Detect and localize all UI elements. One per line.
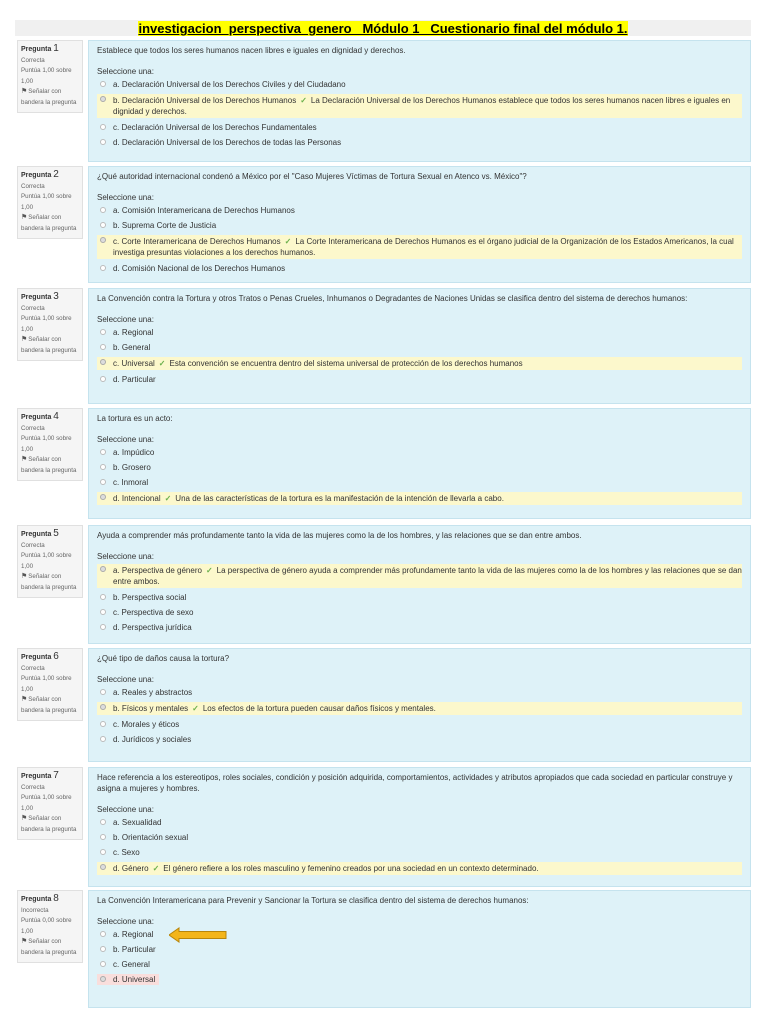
radio-button[interactable] [100, 479, 106, 485]
question-score: Puntúa 1,00 sobre 1,00 [21, 675, 72, 693]
flag-icon: ⚑ [21, 815, 28, 822]
check-icon: ✓ [300, 96, 307, 105]
question-word: Pregunta [21, 414, 54, 421]
check-icon: ✓ [164, 494, 172, 503]
flag-icon: ⚑ [21, 214, 28, 221]
question-content [88, 408, 751, 519]
question-state: Correcta [21, 664, 45, 672]
check-icon: ✓ [152, 864, 160, 873]
question-score: Puntúa 1,00 sobre 1,00 [21, 67, 72, 85]
left-arrow-icon [169, 927, 227, 943]
flag-icon: ⚑ [21, 456, 28, 463]
option-feedback: El género refiere a los roles masculino y femenino creados por una sociedad en un contexto determinado. [163, 864, 539, 873]
option-label: c. Universal [113, 359, 155, 368]
question-score: Puntúa 1,00 sobre 1,00 [21, 794, 72, 812]
question-label [21, 44, 79, 56]
radio-button[interactable] [100, 344, 106, 350]
option-label: d. Declaración Universal de los Derechos de todas las Personas [113, 138, 342, 147]
question-info [17, 890, 83, 963]
answer-option[interactable] [97, 719, 742, 730]
option-label: c. General [113, 960, 150, 969]
question-number: 8 [53, 893, 59, 904]
option-feedback: Una de las características de la tortura es la manifestación de la intención de llevarla a cabo. [175, 494, 504, 503]
question-text: Establece que todos los seres humanos nacen libres e iguales en dignidad y derechos. [97, 46, 406, 55]
check-icon: ✓ [284, 237, 292, 246]
question-info [17, 767, 83, 840]
question-text: Ayuda a comprender más profundamente tanto la vida de las mujeres como la de los hombres, y las relaciones que se dan entre ambos. [97, 531, 582, 540]
select-one-label: Seleccione una: [97, 552, 154, 561]
question-block [15, 408, 751, 519]
flag-icon: ⚑ [21, 88, 28, 95]
option-label: d. Particular [113, 375, 156, 384]
option-label: c. Morales y éticos [113, 720, 180, 729]
answer-option[interactable] [97, 847, 742, 858]
option-label: a. Perspectiva de género [113, 566, 202, 575]
radio-button[interactable] [100, 207, 106, 213]
radio-button[interactable] [100, 265, 106, 271]
answer-option[interactable] [97, 94, 742, 118]
option-label: d. Universal [113, 975, 156, 984]
flag-question-link[interactable] [21, 695, 79, 716]
question-number: 4 [53, 411, 59, 422]
option-label: a. Sexualidad [113, 818, 162, 827]
radio-button[interactable] [100, 689, 106, 695]
option-feedback: La perspectiva de género ayuda a comprender más profundamente tanto la vida de las mujeres como la de los hombres y las relaciones que se dan entre ambos. [113, 566, 742, 586]
flag-text: Señalar con bandera la pregunta [21, 573, 77, 591]
page-title: investigacion_perspectiva_genero _Módulo 1 _Cuestionario final del módulo 1. [138, 21, 628, 36]
answer-option[interactable] [97, 462, 742, 473]
question-content [88, 890, 751, 1008]
answer-option[interactable] [97, 622, 742, 633]
question-word: Pregunta [21, 294, 54, 301]
option-feedback: La Declaración Universal de los Derechos Humanos establece que todos los seres humanos nacen libres e iguales en dignidad y derechos. [113, 96, 731, 116]
question-score: Puntúa 1,00 sobre 1,00 [21, 435, 72, 453]
question-state: Correcta [21, 783, 45, 791]
question-state: Correcta [21, 424, 45, 432]
answer-option[interactable] [97, 342, 742, 353]
flag-text: Señalar con bandera la pregunta [21, 336, 77, 354]
option-label: b. Perspectiva social [113, 593, 187, 602]
radio-button[interactable] [100, 376, 106, 382]
question-block [15, 648, 751, 762]
option-label: b. Particular [113, 945, 156, 954]
radio-button[interactable] [100, 849, 106, 855]
option-label: b. Declaración Universal de los Derechos Humanos [113, 96, 297, 105]
question-number: 2 [53, 169, 59, 180]
answer-option[interactable] [97, 592, 742, 603]
question-text: Hace referencia a los estereotipos, roles sociales, condición y posición adquirida, comportamientos, actividades y atributos apropiados que cada sociedad en particular construye y asigna a mujeres y hombres. [97, 773, 733, 793]
answer-option[interactable] [97, 929, 742, 940]
option-label: d. Jurídicos y sociales [113, 735, 192, 744]
answer-option[interactable] [97, 734, 742, 745]
radio-button[interactable] [100, 721, 106, 727]
question-info [17, 408, 83, 481]
radio-button[interactable] [100, 566, 106, 572]
question-label [21, 412, 79, 424]
question-content [88, 166, 751, 283]
question-content [88, 525, 751, 644]
radio-button[interactable] [100, 329, 106, 335]
select-one-label: Seleccione una: [97, 193, 154, 202]
answer-option[interactable] [97, 832, 742, 843]
question-content [88, 288, 751, 404]
flag-question-link[interactable] [21, 572, 79, 593]
flag-icon: ⚑ [21, 573, 28, 580]
question-text: La Convención contra la Tortura y otros Tratos o Penas Crueles, Inhumanos o Degradantes de Naciones Unidas se clasifica dentro del sistema de derechos humanos: [97, 294, 688, 303]
radio-button[interactable] [100, 819, 106, 825]
option-label: d. Género [113, 864, 149, 873]
option-label: a. Comisión Interamericana de Derechos Humanos [113, 206, 295, 215]
radio-button[interactable] [100, 976, 106, 982]
radio-button[interactable] [100, 96, 106, 102]
check-icon: ✓ [192, 704, 199, 713]
question-text: La tortura es un acto: [97, 414, 173, 423]
radio-button[interactable] [100, 124, 106, 130]
answer-option[interactable] [97, 122, 742, 133]
answer-option[interactable] [97, 607, 742, 618]
radio-button[interactable] [100, 237, 106, 243]
question-label [21, 894, 79, 906]
radio-button[interactable] [100, 594, 106, 600]
question-word: Pregunta [21, 773, 54, 780]
question-word: Pregunta [21, 654, 54, 661]
answer-option[interactable] [97, 687, 742, 698]
question-block [15, 166, 751, 283]
option-label: b. Grosero [113, 463, 151, 472]
option-feedback: La Corte Interamericana de Derechos Humanos es el órgano judicial de la Organización de los Estados Americanos, la cual investiga presuntas violaciones a los derechos humanos. [113, 237, 734, 257]
radio-button[interactable] [100, 139, 106, 145]
option-label: d. Intencional [113, 494, 161, 503]
flag-text: Señalar con bandera la pregunta [21, 214, 77, 232]
question-state: Correcta [21, 541, 45, 549]
radio-button[interactable] [100, 864, 106, 870]
radio-button[interactable] [100, 624, 106, 630]
radio-button[interactable] [100, 961, 106, 967]
select-one-label: Seleccione una: [97, 805, 154, 814]
answer-option[interactable] [97, 447, 742, 458]
question-number: 5 [53, 528, 59, 539]
select-one-label: Seleccione una: [97, 675, 154, 684]
answer-option[interactable] [97, 137, 742, 148]
check-icon: ✓ [205, 566, 213, 575]
radio-button[interactable] [100, 494, 106, 500]
question-content [88, 40, 751, 162]
question-word: Pregunta [21, 46, 54, 53]
answer-option[interactable] [97, 263, 742, 274]
option-label: c. Perspectiva de sexo [113, 608, 194, 617]
question-score: Puntúa 1,00 sobre 1,00 [21, 552, 72, 570]
option-feedback: Los efectos de la tortura pueden causar daños físicos y mentales. [202, 704, 436, 713]
flag-question-link[interactable] [21, 937, 79, 958]
radio-button[interactable] [100, 359, 106, 365]
question-content [88, 648, 751, 762]
question-info [17, 288, 83, 361]
flag-question-link[interactable] [21, 87, 79, 108]
radio-button[interactable] [100, 931, 106, 937]
option-label: d. Comisión Nacional de los Derechos Humanos [113, 264, 286, 273]
question-block [15, 40, 751, 162]
option-feedback: Esta convención se encuentra dentro del sistema universal de protección de los derechos humanos [169, 359, 523, 368]
answer-option[interactable] [97, 944, 742, 955]
answer-option[interactable] [97, 357, 742, 370]
question-text: La Convención Interamericana para Prevenir y Sancionar la Tortura se clasifica dentro del sistema de derechos humanos: [97, 896, 529, 905]
option-label: c. Corte Interamericana de Derechos Humanos [113, 237, 281, 246]
flag-question-link[interactable] [21, 213, 79, 234]
question-score: Puntúa 1,00 sobre 1,00 [21, 193, 72, 211]
radio-button[interactable] [100, 449, 106, 455]
answer-option[interactable] [97, 564, 742, 588]
radio-button[interactable] [100, 609, 106, 615]
flag-text: Señalar con bandera la pregunta [21, 696, 77, 714]
question-word: Pregunta [21, 531, 54, 538]
flag-icon: ⚑ [21, 336, 28, 343]
option-label: a. Reales y abstractos [113, 688, 193, 697]
question-score: Puntúa 1,00 sobre 1,00 [21, 315, 72, 333]
question-info [17, 648, 83, 721]
question-state: Correcta [21, 304, 45, 312]
flag-text: Señalar con bandera la pregunta [21, 815, 77, 833]
answer-option[interactable] [97, 702, 742, 715]
radio-button[interactable] [100, 222, 106, 228]
option-label: a. Declaración Universal de los Derechos Civiles y del Ciudadano [113, 80, 346, 89]
option-label: d. Perspectiva jurídica [113, 623, 192, 632]
question-label [21, 292, 79, 304]
option-label: b. Orientación sexual [113, 833, 189, 842]
question-number: 6 [53, 651, 59, 662]
radio-button[interactable] [100, 464, 106, 470]
answer-option[interactable] [97, 974, 159, 985]
answer-option[interactable] [97, 959, 742, 970]
flag-question-link[interactable] [21, 455, 79, 476]
option-label: b. Físicos y mentales [113, 704, 189, 713]
answer-option[interactable] [97, 205, 742, 216]
question-block [15, 767, 751, 887]
question-label [21, 771, 79, 783]
answer-option[interactable] [97, 79, 742, 90]
select-one-label: Seleccione una: [97, 67, 154, 76]
question-block [15, 288, 751, 404]
flag-text: Señalar con bandera la pregunta [21, 88, 77, 106]
question-label [21, 170, 79, 182]
answer-option[interactable] [97, 477, 742, 488]
flag-icon: ⚑ [21, 938, 28, 945]
flag-question-link[interactable] [21, 814, 79, 835]
answer-option[interactable] [97, 235, 742, 259]
flag-text: Señalar con bandera la pregunta [21, 456, 77, 474]
select-one-label: Seleccione una: [97, 315, 154, 324]
option-label: a. Regional [113, 328, 154, 337]
select-one-label: Seleccione una: [97, 917, 154, 926]
answer-option[interactable] [97, 862, 742, 875]
answer-option[interactable] [97, 492, 742, 505]
flag-icon: ⚑ [21, 696, 28, 703]
option-label: c. Inmoral [113, 478, 149, 487]
question-number: 1 [53, 43, 59, 54]
question-state: Incorrecta [21, 906, 49, 914]
question-label [21, 529, 79, 541]
radio-button[interactable] [100, 834, 106, 840]
radio-button[interactable] [100, 704, 106, 710]
question-word: Pregunta [21, 172, 54, 179]
option-label: b. Suprema Corte de Justicia [113, 221, 217, 230]
question-word: Pregunta [21, 896, 54, 903]
option-label: c. Declaración Universal de los Derechos Fundamentales [113, 123, 317, 132]
title-bar [15, 20, 751, 36]
answer-option[interactable] [97, 374, 742, 385]
answer-option[interactable] [97, 220, 742, 231]
question-state: Correcta [21, 56, 45, 64]
radio-button[interactable] [100, 736, 106, 742]
answer-option[interactable] [97, 327, 742, 338]
question-label [21, 652, 79, 664]
question-block [15, 890, 751, 1008]
question-text: ¿Qué tipo de daños causa la tortura? [97, 654, 230, 663]
question-content [88, 767, 751, 887]
answer-option[interactable] [97, 817, 742, 828]
question-score: Puntúa 0,00 sobre 1,00 [21, 917, 72, 935]
select-one-label: Seleccione una: [97, 435, 154, 444]
radio-button[interactable] [100, 946, 106, 952]
flag-question-link[interactable] [21, 335, 79, 356]
radio-button[interactable] [100, 81, 106, 87]
option-label: b. General [113, 343, 151, 352]
option-label: a. Regional [113, 930, 154, 939]
question-info [17, 40, 83, 113]
check-icon: ✓ [158, 359, 166, 368]
question-block [15, 525, 751, 644]
question-number: 3 [53, 291, 59, 302]
option-label: c. Sexo [113, 848, 140, 857]
question-text: ¿Qué autoridad internacional condenó a México por el "Caso Mujeres Víctimas de Tortura Sexual en Atenco vs. México"? [97, 172, 527, 181]
question-number: 7 [53, 770, 59, 781]
question-info [17, 166, 83, 239]
question-info [17, 525, 83, 598]
question-state: Correcta [21, 182, 45, 190]
flag-text: Señalar con bandera la pregunta [21, 938, 77, 956]
option-label: a. Impúdico [113, 448, 155, 457]
